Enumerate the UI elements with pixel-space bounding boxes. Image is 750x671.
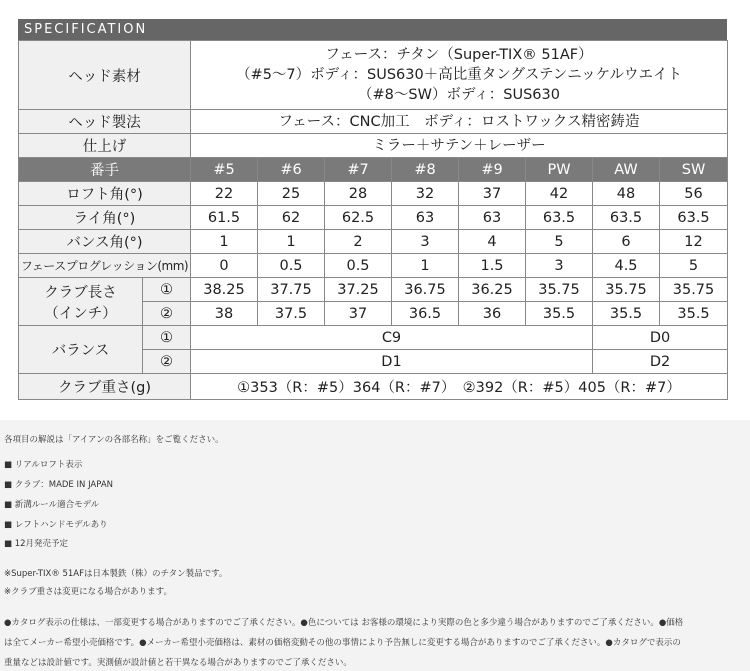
weight-row — [19, 374, 728, 400]
weight-label: クラブ重さ(g) — [19, 374, 191, 400]
lie-cell: 63.5 — [660, 206, 728, 230]
note-line: 各項目の解説は「アイアンの各部名称」をご覧ください。 — [4, 435, 224, 445]
head-material-value — [191, 41, 728, 110]
lie-cell: 63.5 — [593, 206, 660, 230]
head-material-line: フェース：チタン（Super-TIX® 51AF） — [325, 47, 593, 63]
balance-row-1 — [19, 326, 728, 350]
length-cell: 36.5 — [392, 302, 459, 326]
head-method-row — [19, 110, 728, 134]
note-line: ■ 12月発売予定 — [4, 539, 69, 549]
club-header: #9 — [459, 158, 526, 182]
head-material-line: （#5～7）ボディ：SUS630＋高比重タングステンニッケルウエイト — [236, 67, 682, 83]
length-cell: 35.75 — [526, 278, 593, 302]
lie-cell: 63.5 — [526, 206, 593, 230]
face-progression-cell: 0 — [191, 254, 258, 278]
bounce-label: バンス角(°) — [19, 230, 191, 254]
face-progression-cell: 1 — [392, 254, 459, 278]
length-cell: 35.5 — [660, 302, 728, 326]
loft-cell: 22 — [191, 182, 258, 206]
club-header: #5 — [191, 158, 258, 182]
length-label — [19, 278, 143, 326]
weight-value: ①353（R：#5）364（R：#7） ②392（R：#5）405（R：#7） — [191, 374, 728, 400]
lie-cell: 62.5 — [325, 206, 392, 230]
spec-header: SPECIFICATION — [18, 19, 727, 40]
balance-value: D1 — [191, 350, 593, 374]
lie-cell: 63 — [392, 206, 459, 230]
length-mark: ① — [143, 278, 191, 302]
loft-cell: 32 — [392, 182, 459, 206]
length-label-line: クラブ長さ — [44, 284, 117, 301]
loft-cell: 56 — [660, 182, 728, 206]
length-cell: 35.75 — [660, 278, 728, 302]
note-line: ■ 新溝ルール適合モデル — [4, 500, 100, 510]
note-line: ■ リアルロフト表示 — [4, 460, 83, 470]
bounce-row — [19, 230, 728, 254]
face-progression-cell: 1.5 — [459, 254, 526, 278]
loft-cell: 48 — [593, 182, 660, 206]
lie-label: ライ角(°) — [19, 206, 191, 230]
lie-cell: 63 — [459, 206, 526, 230]
balance-value: D0 — [593, 326, 728, 350]
length-cell: 37.75 — [258, 278, 325, 302]
bounce-cell: 4 — [459, 230, 526, 254]
length-cell: 37.5 — [258, 302, 325, 326]
bounce-cell: 5 — [526, 230, 593, 254]
length-label-line: （インチ） — [44, 305, 117, 322]
face-progression-cell: 4.5 — [593, 254, 660, 278]
head-material-row — [19, 41, 728, 110]
club-header: SW — [660, 158, 728, 182]
face-progression-label: フェースプログレッション(mm) — [19, 254, 191, 278]
lie-cell: 62 — [258, 206, 325, 230]
note-line: ※クラブ重さは変更になる場合があります。 — [4, 587, 172, 597]
note-line: は全てメーカー希望小売価格です。●メーカー希望小売価格は、素材の価格変動その他の事情により予告無しに変更する場合がありますのでご了承ください。●カタログで表示の — [4, 638, 681, 648]
bounce-cell: 1 — [191, 230, 258, 254]
bounce-cell: 6 — [593, 230, 660, 254]
note-line: ●カタログ表示の仕様は、一部変更する場合がありますのでご了承ください。●色については お客様の環境により実際の色と多少違う場合がありますのでご了承ください。●価格 — [4, 618, 684, 628]
head-material-label: ヘッド素材 — [19, 41, 191, 110]
loft-cell: 42 — [526, 182, 593, 206]
length-row-1 — [19, 278, 728, 302]
bounce-cell: 2 — [325, 230, 392, 254]
loft-cell: 28 — [325, 182, 392, 206]
head-material-line: （#8～SW）ボディ：SUS630 — [358, 87, 560, 103]
note-line: ■ レフトハンドモデルあり — [4, 520, 108, 530]
balance-value: C9 — [191, 326, 593, 350]
length-cell: 35.5 — [593, 302, 660, 326]
head-method-label: ヘッド製法 — [19, 110, 191, 134]
loft-row — [19, 182, 728, 206]
finish-row — [19, 134, 728, 158]
bounce-cell: 1 — [258, 230, 325, 254]
balance-mark: ② — [143, 350, 191, 374]
length-cell: 36 — [459, 302, 526, 326]
bounce-cell: 3 — [392, 230, 459, 254]
balance-mark: ① — [143, 326, 191, 350]
loft-cell: 25 — [258, 182, 325, 206]
finish-label: 仕上げ — [19, 134, 191, 158]
length-cell: 38.25 — [191, 278, 258, 302]
face-progression-cell: 3 — [526, 254, 593, 278]
length-cell: 38 — [191, 302, 258, 326]
club-header: PW — [526, 158, 593, 182]
face-progression-cell: 0.5 — [258, 254, 325, 278]
lie-cell: 61.5 — [191, 206, 258, 230]
length-cell: 35.5 — [526, 302, 593, 326]
length-cell: 37 — [325, 302, 392, 326]
length-cell: 37.25 — [325, 278, 392, 302]
note-line: ※Super-TIX® 51AFは日本製鉄（株）のチタン製品です。 — [4, 569, 228, 579]
club-header: #6 — [258, 158, 325, 182]
length-cell: 35.75 — [593, 278, 660, 302]
loft-label: ロフト角(°) — [19, 182, 191, 206]
number-label: 番手 — [19, 158, 191, 182]
club-header: AW — [593, 158, 660, 182]
length-mark: ② — [143, 302, 191, 326]
spec-table — [18, 40, 728, 400]
bounce-cell: 12 — [660, 230, 728, 254]
club-header: #7 — [325, 158, 392, 182]
length-cell: 36.75 — [392, 278, 459, 302]
club-header: #8 — [392, 158, 459, 182]
lie-row — [19, 206, 728, 230]
club-number-row — [19, 158, 728, 182]
finish-value: ミラー＋サテン＋レーザー — [191, 134, 728, 158]
balance-value: D2 — [593, 350, 728, 374]
note-line: ■ クラブ：MADE IN JAPAN — [4, 480, 113, 490]
note-line: 重量などは設計値です。実測値が設計値と若干異なる場合がありますのでご了承ください。 — [4, 658, 352, 668]
face-progression-row — [19, 254, 728, 278]
head-method-value: フェース：CNC加工 ボディ：ロストワックス精密鋳造 — [191, 110, 728, 134]
loft-cell: 37 — [459, 182, 526, 206]
face-progression-cell: 0.5 — [325, 254, 392, 278]
balance-label: バランス — [19, 326, 143, 374]
length-cell: 36.25 — [459, 278, 526, 302]
face-progression-cell: 5 — [660, 254, 728, 278]
